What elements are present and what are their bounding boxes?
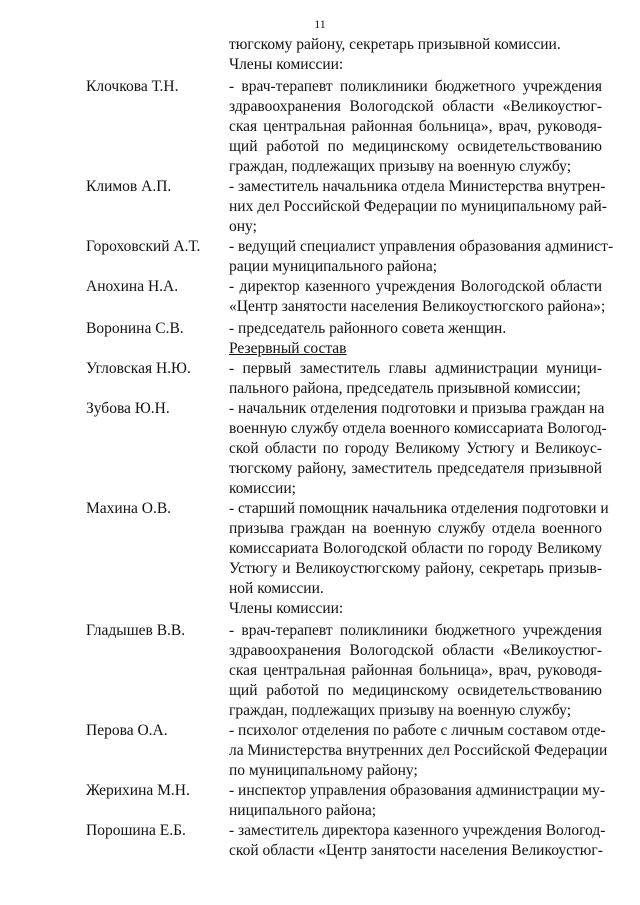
- section-heading: Резервный состав: [229, 340, 347, 357]
- member-duty-line: - начальник отделения подготовки и призыва граждан на: [229, 400, 605, 417]
- member-duty-line: - первый заместитель главы администрации муници-: [229, 360, 602, 377]
- text-line: Устюгу и Великоустюгскому району, секретарь призыв-: [229, 560, 602, 577]
- member-duty-line: - старший помощник начальника отделения подготовки и: [229, 500, 609, 517]
- text-line: тюгскому району, заместитель председателя призывной: [229, 460, 602, 477]
- text-line: ной комиссии.: [229, 580, 324, 597]
- section-heading: Члены комиссии:: [229, 56, 344, 73]
- member-name: Махина О.В.: [86, 500, 172, 517]
- member-name: Жерихина М.Н.: [86, 782, 190, 799]
- text-line: здравоохранения Вологодской области «Великоустюг-: [229, 98, 602, 115]
- member-duty-line: - заместитель директора казенного учреждения Вологод-: [229, 822, 606, 839]
- member-name: Перова О.А.: [86, 722, 168, 739]
- text-line: здравоохранения Вологодской области «Великоустюг-: [229, 642, 602, 659]
- text-line: ниципального района;: [229, 802, 377, 819]
- text-line: рации муниципального района;: [229, 258, 438, 275]
- member-name: Климов А.П.: [86, 178, 172, 195]
- member-name: Порошина Е.Б.: [86, 822, 186, 839]
- member-name: Воронина С.В.: [86, 320, 184, 337]
- member-duty-line: - заместитель начальника отдела Министерства внутрен-: [229, 178, 606, 195]
- member-duty-line: - инспектор управления образования администрации му-: [229, 782, 605, 799]
- text-line: призыва граждан на военную службу отдела военного: [229, 520, 602, 537]
- text-line: ону;: [229, 218, 257, 235]
- member-duty-line: - врач-терапевт поликлиники бюджетного учреждения: [229, 78, 602, 95]
- text-line: ская центральная районная больница», врач, руководя-: [229, 118, 602, 135]
- member-name: Зубова Ю.Н.: [86, 400, 170, 417]
- text-line: «Центр занятости населения Великоустюгского района»;: [229, 298, 606, 315]
- text-line: щий работой по медицинскому освидетельствованию: [229, 682, 602, 699]
- text-line: щий работой по медицинскому освидетельствованию: [229, 138, 602, 155]
- text-line: ской области по городу Великому Устюгу и Великоус-: [229, 440, 602, 457]
- text-line: граждан, подлежащих призыву на военную службу;: [229, 158, 572, 175]
- member-duty-line: - врач-терапевт поликлиники бюджетного учреждения: [229, 622, 602, 639]
- text-line: комиссариата Вологодской области по городу Великому: [229, 540, 602, 557]
- text-line: пального района, председатель призывной комиссии;: [229, 380, 581, 397]
- member-duty-line: - председатель районного совета женщин.: [229, 320, 507, 337]
- member-duty-line: - ведущий специалист управления образования админист-: [229, 238, 614, 255]
- text-line: граждан, подлежащих призыву на военную службу;: [229, 702, 572, 719]
- section-heading: Члены комиссии:: [229, 600, 344, 617]
- text-line: них дел Российской Федерации по муниципальному рай-: [229, 198, 607, 215]
- page-number: 11: [314, 17, 326, 31]
- member-name: Анохина Н.А.: [86, 278, 179, 295]
- text-line: тюгскому району, секретарь призывной комиссии.: [229, 36, 561, 53]
- member-duty-line: - директор казенного учреждения Вологодской области: [229, 278, 602, 295]
- member-name: Гладышев В.В.: [86, 622, 186, 639]
- text-line: ской области «Центр занятости населения Великоустюг-: [229, 842, 603, 859]
- text-line: военную службу отдела военного комиссариата Вологод-: [229, 420, 607, 437]
- text-line: ла Министерства внутренних дел Российской Федерации: [229, 742, 608, 759]
- member-name: Угловская Н.Ю.: [86, 360, 191, 377]
- text-line: комиссии;: [229, 480, 296, 497]
- text-line: ская центральная районная больница», врач, руководя-: [229, 662, 602, 679]
- member-name: Клочкова Т.Н.: [86, 78, 179, 95]
- text-line: по муниципальному району;: [229, 762, 418, 779]
- member-name: Гороховский А.Т.: [86, 238, 201, 255]
- member-duty-line: - психолог отделения по работе с личным составом отде-: [229, 722, 606, 739]
